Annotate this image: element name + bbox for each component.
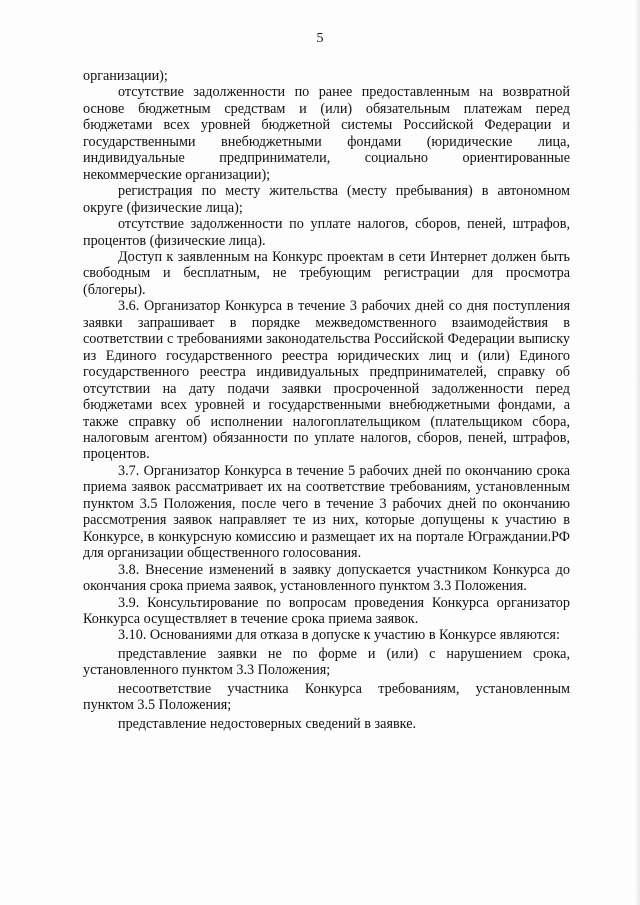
paragraph-internet-access: Доступ к заявленным на Конкурс проектам в сети Интернет должен быть свободным и бесплатным, не требующим регистрации для просмотра (блогеры). — [83, 248, 570, 298]
paragraph-continuation: организации); — [83, 68, 168, 84]
paragraph-refusal-false-info: представление недостоверных сведений в заявке. — [118, 715, 417, 732]
document-body — [83, 68, 570, 732]
paragraph-no-debt: отсутствие задолженности по ранее предоставленным на возвратной основе бюджетным средствам и (или) обязательным платежам перед бюджетами всех уровней бюджетной системы Российской Федерации и государственными внебюджетными фондами (юридические лица, индивидуальные предприниматели, социально ориентированные некоммерческие организации); — [83, 84, 570, 183]
paragraph-registration: регистрация по месту жительства (месту пребывания) в автономном округе (физические лица); — [83, 183, 570, 216]
paragraph-3-7: 3.7. Организатор Конкурса в течение 5 рабочих дней по окончанию срока приема заявок рассматривает их на соответствие требованиям, установленным пунктом 3.5 Положения, после чего в течение 3 рабочих дней по окончанию рассмотрения заявок направляет те из них, которые допущены к участию в Конкурсе, в конкурсную комиссию и размещает их на портале Юграждании.РФ для организации общественного голосования. — [83, 462, 570, 562]
paragraph-refusal-form: представление заявки не по форме и (или) с нарушением срока, установленного пунктом 3.3 Положения; — [83, 645, 570, 679]
paragraph-3-10: 3.10. Основаниями для отказа в допуске к участию в Конкурсе являются: — [118, 627, 560, 644]
paragraph-3-6: 3.6. Организатор Конкурса в течение 3 рабочих дней со дня поступления заявки запрашивает в порядке межведомственного взаимодействия в соответствии с требованиями законодательства Российской Федерации выписку из Единого государственного реестра юридических лиц и (или) Единого государственного реестра индивидуальных предпринимателей, справку об отсутствии на дату подачи заявки просроченной задолженности перед бюджетами всех уровней и государственными внебюджетными фондами, а также справку об исполнении налогоплательщиком (плательщиком сбора, налоговым агентом) обязанности по уплате налогов, сборов, пеней, штрафов, процентов. — [83, 298, 570, 463]
paragraph-3-8: 3.8. Внесение изменений в заявку допускается участником Конкурса до окончания срока приема заявок, установленного пунктом 3.3 Положения. — [83, 561, 570, 595]
paragraph-3-9: 3.9. Консультирование по вопросам проведения Конкурса организатор Конкурса осуществляет в течение срока приема заявок. — [83, 594, 570, 627]
paragraph-refusal-requirements: несоответствие участника Конкурса требованиям, установленным пунктом 3.5 Положения; — [83, 680, 570, 714]
paragraph-no-tax-debt: отсутствие задолженности по уплате налогов, сборов, пеней, штрафов, процентов (физические лица). — [83, 216, 570, 249]
scan-edge-shadow — [634, 0, 640, 905]
page-number: 5 — [316, 31, 324, 46]
